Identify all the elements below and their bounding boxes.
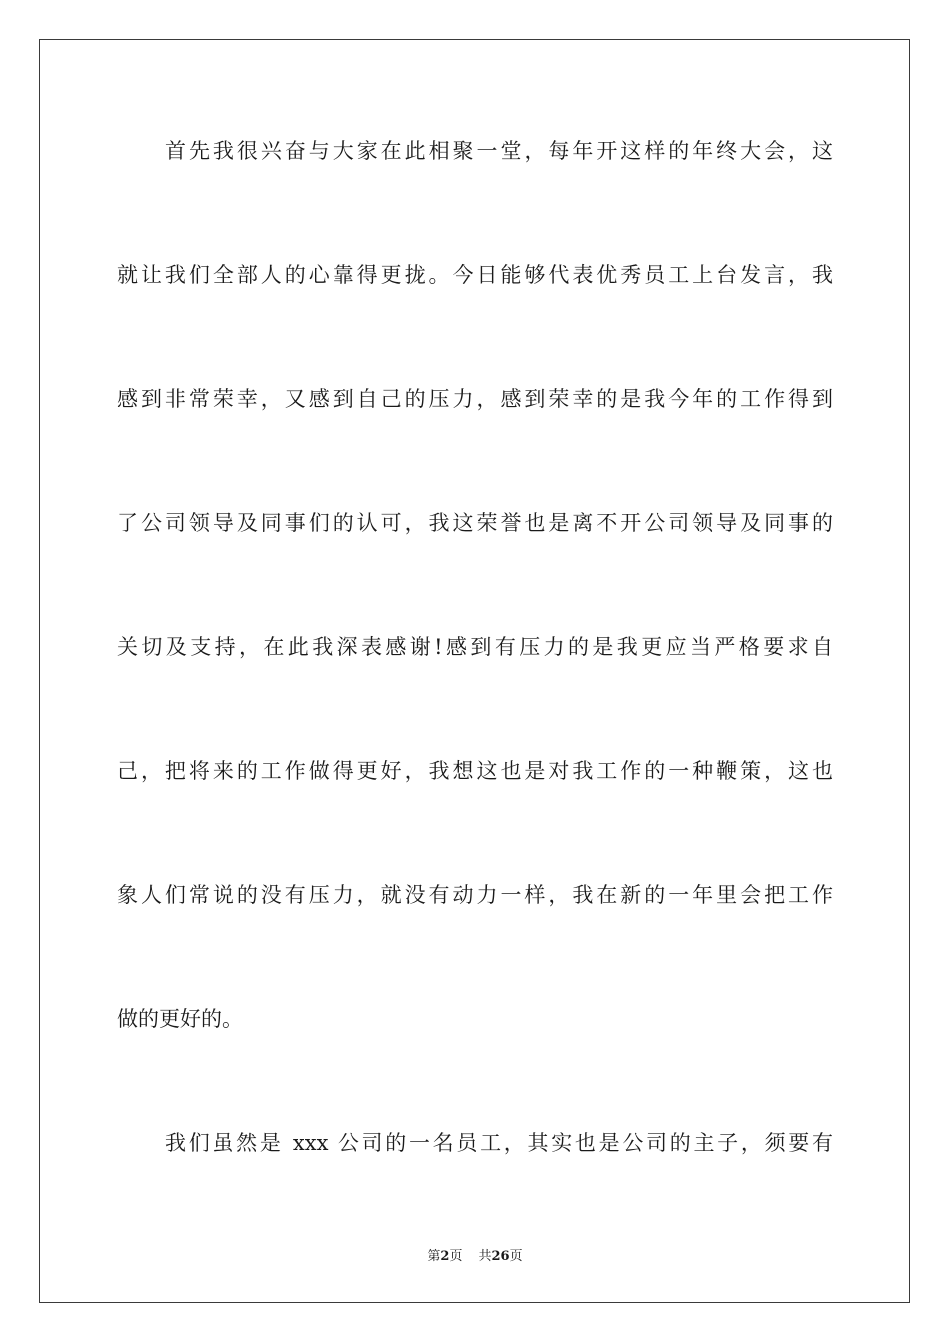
page-number: 2 <box>440 1249 450 1264</box>
paragraph-line: 了公司领导及同事们的认可，我这荣誉也是离不开公司领导及同事的 <box>117 511 833 535</box>
total-pages: 26 <box>491 1249 510 1264</box>
total-suffix: 页 <box>509 1249 523 1264</box>
total-prefix: 共 <box>478 1249 492 1264</box>
paragraph-line: 首先我很兴奋与大家在此相聚一堂，每年开这样的年终大会，这 <box>165 139 833 163</box>
paragraph-line: 象人们常说的没有压力，就没有动力一样，我在新的一年里会把工作 <box>117 883 833 907</box>
page-suffix: 页 <box>449 1249 463 1264</box>
document-body <box>117 128 833 1244</box>
paragraph-line: 做的更好的。 <box>117 1007 243 1031</box>
page-footer <box>0 1245 950 1264</box>
page-prefix: 第 <box>427 1249 441 1264</box>
paragraph-line: 己，把将来的工作做得更好，我想这也是对我工作的一种鞭策，这也 <box>117 759 833 783</box>
paragraph-line: 就让我们全部人的心靠得更拢。今日能够代表优秀员工上台发言，我 <box>117 263 833 287</box>
paragraph-line: 关切及支持，在此我深表感谢!感到有压力的是我更应当严格要求自 <box>117 635 833 659</box>
paragraph-line: 我们虽然是 xxx 公司的一名员工，其实也是公司的主子，须要有 <box>165 1131 833 1155</box>
paragraph-line: 感到非常荣幸，又感到自己的压力，感到荣幸的是我今年的工作得到 <box>117 387 833 411</box>
